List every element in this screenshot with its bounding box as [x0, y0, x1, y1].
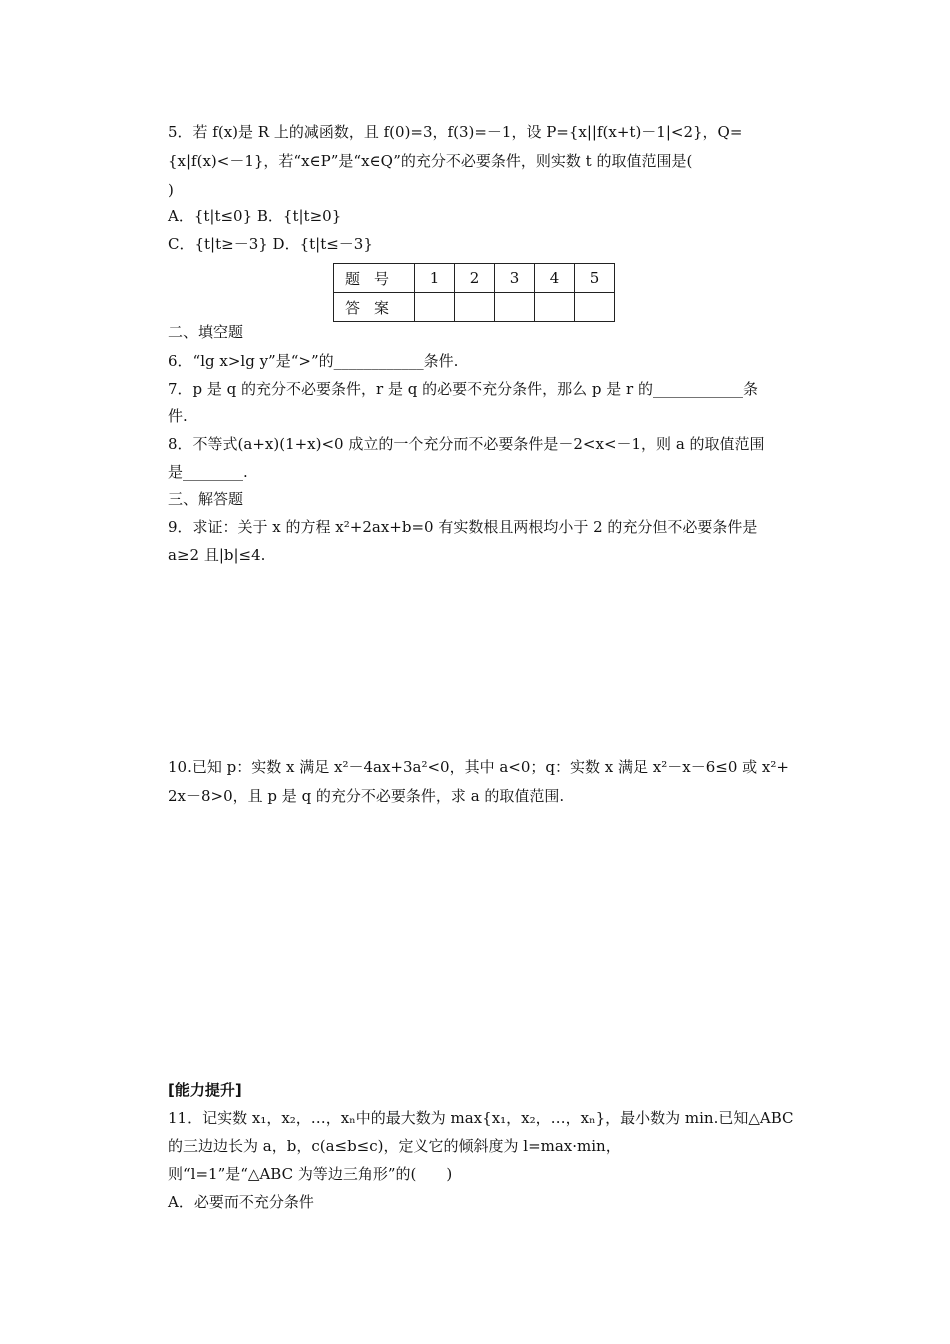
- section-fill-in-title: 二、填空题: [168, 323, 244, 341]
- answer-cell[interactable]: [495, 293, 535, 322]
- ability-section-title: [能力提升]: [168, 1081, 242, 1099]
- section-solve-title: 三、解答题: [168, 490, 244, 508]
- q5-line3: ): [168, 181, 174, 199]
- answer-cell[interactable]: [535, 293, 575, 322]
- q8-line1: 8．不等式(a+x)(1+x)<0 成立的一个充分而不必要条件是－2<x<－1，则 a 的取值范围: [168, 435, 765, 453]
- answer-cell[interactable]: [575, 293, 615, 322]
- number-cell: 5: [575, 264, 615, 293]
- q5-options-cd: C．{t|t≥－3} D．{t|t≤－3}: [168, 235, 373, 253]
- q7-line1: 7．p 是 q 的充分不必要条件，r 是 q 的必要不充分条件，那么 p 是 r 的____________条: [168, 380, 758, 398]
- q6-text: 6．“lg x>lg y”是“>”的____________条件.: [168, 352, 459, 370]
- answer-cell[interactable]: [455, 293, 495, 322]
- answer-table-answer-row: [334, 293, 615, 322]
- q11-line2: 的三边边长为 a，b，c(a≤b≤c)，定义它的倾斜度为 l=max·min，: [168, 1137, 621, 1155]
- q9-line1: 9．求证：关于 x 的方程 x²+2ax+b=0 有实数根且两根均小于 2 的充分但不必要条件是: [168, 518, 758, 536]
- header-label: 题号: [334, 264, 415, 293]
- q11-line1: 11．记实数 x₁，x₂，…，xₙ中的最大数为 max{x₁，x₂，…，xₙ}，最小数为 min.已知△ABC: [168, 1109, 794, 1127]
- answer-cell[interactable]: [415, 293, 455, 322]
- q11-line3: 则“l=1”是“△ABC 为等边三角形”的( ): [168, 1165, 453, 1183]
- q5-line2: {x|f(x)<－1}，若“x∈P”是“x∈Q”的充分不必要条件，则实数 t 的取值范围是(: [168, 152, 693, 170]
- q10-line1: 10.已知 p：实数 x 满足 x²－4ax+3a²<0，其中 a<0；q：实数 x 满足 x²－x－6≤0 或 x²+: [168, 758, 789, 776]
- q5-options-ab: A．{t|t≤0} B．{t|t≥0}: [168, 207, 342, 225]
- q11-option-a: A．必要而不充分条件: [168, 1193, 314, 1211]
- q8-line2: 是________.: [168, 463, 248, 481]
- number-cell: 1: [415, 264, 455, 293]
- q7-line2: 件.: [168, 407, 188, 425]
- q9-line2: a≥2 且|b|≤4.: [168, 546, 266, 564]
- number-cell: 2: [455, 264, 495, 293]
- answer-table: [333, 263, 615, 322]
- q10-line2: 2x－8>0，且 p 是 q 的充分不必要条件，求 a 的取值范围.: [168, 787, 565, 805]
- number-cell: 4: [535, 264, 575, 293]
- answer-table-header-row: [334, 264, 615, 293]
- number-cell: 3: [495, 264, 535, 293]
- answer-label: 答案: [334, 293, 415, 322]
- q5-line1: 5．若 f(x)是 R 上的减函数，且 f(0)=3，f(3)=－1，设 P={x||f(x+t)－1|<2}，Q=: [168, 123, 743, 141]
